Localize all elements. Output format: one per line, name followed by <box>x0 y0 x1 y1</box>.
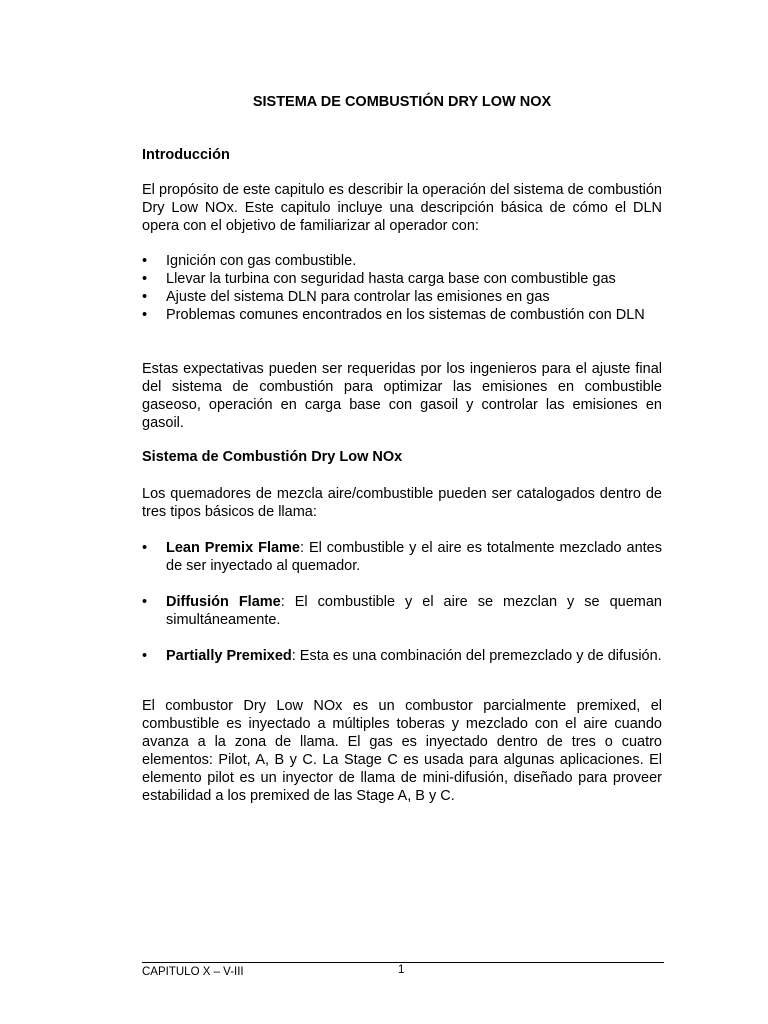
list-item <box>142 270 662 288</box>
bullet-icon: • <box>142 648 148 664</box>
intro-paragraph: El propósito de este capitulo es describir la operación del sistema de combustión Dry Low NOx. Este capitulo incluye una descripción básica de cómo el DLN opera con el objetivo de familiarizar al operador con: <box>142 182 662 234</box>
bullet-icon: • <box>142 253 148 269</box>
list-item-text: Llevar la turbina con seguridad hasta carga base con combustible gas <box>166 271 616 287</box>
flame-type-description: : El combustible y el aire es totalmente mezclado antes de ser inyectado al quemador. <box>166 540 662 574</box>
bullet-icon: • <box>142 307 148 323</box>
list-item-text: Ignición con gas combustible. <box>166 253 357 269</box>
bullet-icon: • <box>142 289 148 305</box>
bullet-icon: • <box>142 594 148 610</box>
list-item-text: Problemas comunes encontrados en los sistemas de combustión con DLN <box>166 307 645 323</box>
list-item <box>142 252 662 270</box>
document-title: SISTEMA DE COMBUSTIÓN DRY LOW NOX <box>252 94 552 110</box>
intro-heading: Introducción <box>142 147 230 163</box>
flame-types-list <box>142 539 662 665</box>
flame-type-term: Partially Premixed <box>166 648 292 664</box>
footer-page-number: 1 <box>398 964 405 976</box>
bullet-icon: • <box>142 540 148 556</box>
section-heading: Sistema de Combustión Dry Low NOx <box>142 449 403 465</box>
flame-type-description: : El combustible y el aire se mezclan y se queman simultáneamente. <box>166 594 662 628</box>
burners-paragraph: Los quemadores de mezcla aire/combustible pueden ser catalogados dentro de tres tipos básicos de llama: <box>142 486 662 520</box>
list-item <box>142 288 662 306</box>
intro-bullet-list <box>142 252 662 324</box>
expectations-paragraph: Estas expectativas pueden ser requeridas por los ingenieros para el ajuste final del sistema de combustión para optimizar las emisiones en combustible gaseoso, operación en carga base con gasoil y controlar las emisiones en gasoil. <box>142 361 662 431</box>
flame-type-term: Lean Premix Flame <box>166 540 300 556</box>
footer-chapter: CAPITULO X – V-III <box>142 966 244 978</box>
flame-type-description: : Esta es una combinación del premezclado y de difusión. <box>291 648 662 664</box>
list-item <box>142 306 662 324</box>
flame-type-term: Diffusión Flame <box>166 594 281 610</box>
list-item <box>142 539 662 575</box>
bullet-icon: • <box>142 271 148 287</box>
list-item <box>142 593 662 629</box>
list-item <box>142 647 662 665</box>
list-item-text: Ajuste del sistema DLN para controlar las emisiones en gas <box>166 289 550 305</box>
combustor-paragraph: El combustor Dry Low NOx es un combustor parcialmente premixed, el combustible es inyectado a múltiples toberas y mezclado con el aire cuando avanza a la zona de llama. El gas es inyectado dentro de tres o cuatro elementos: Pilot, A, B y C. La Stage C es usada para algunas aplicaciones. El elemento pilot es un inyector de llama de mini-difusión, diseñado para proveer estabilidad a los premixed de las Stage A, B y C. <box>142 698 662 804</box>
